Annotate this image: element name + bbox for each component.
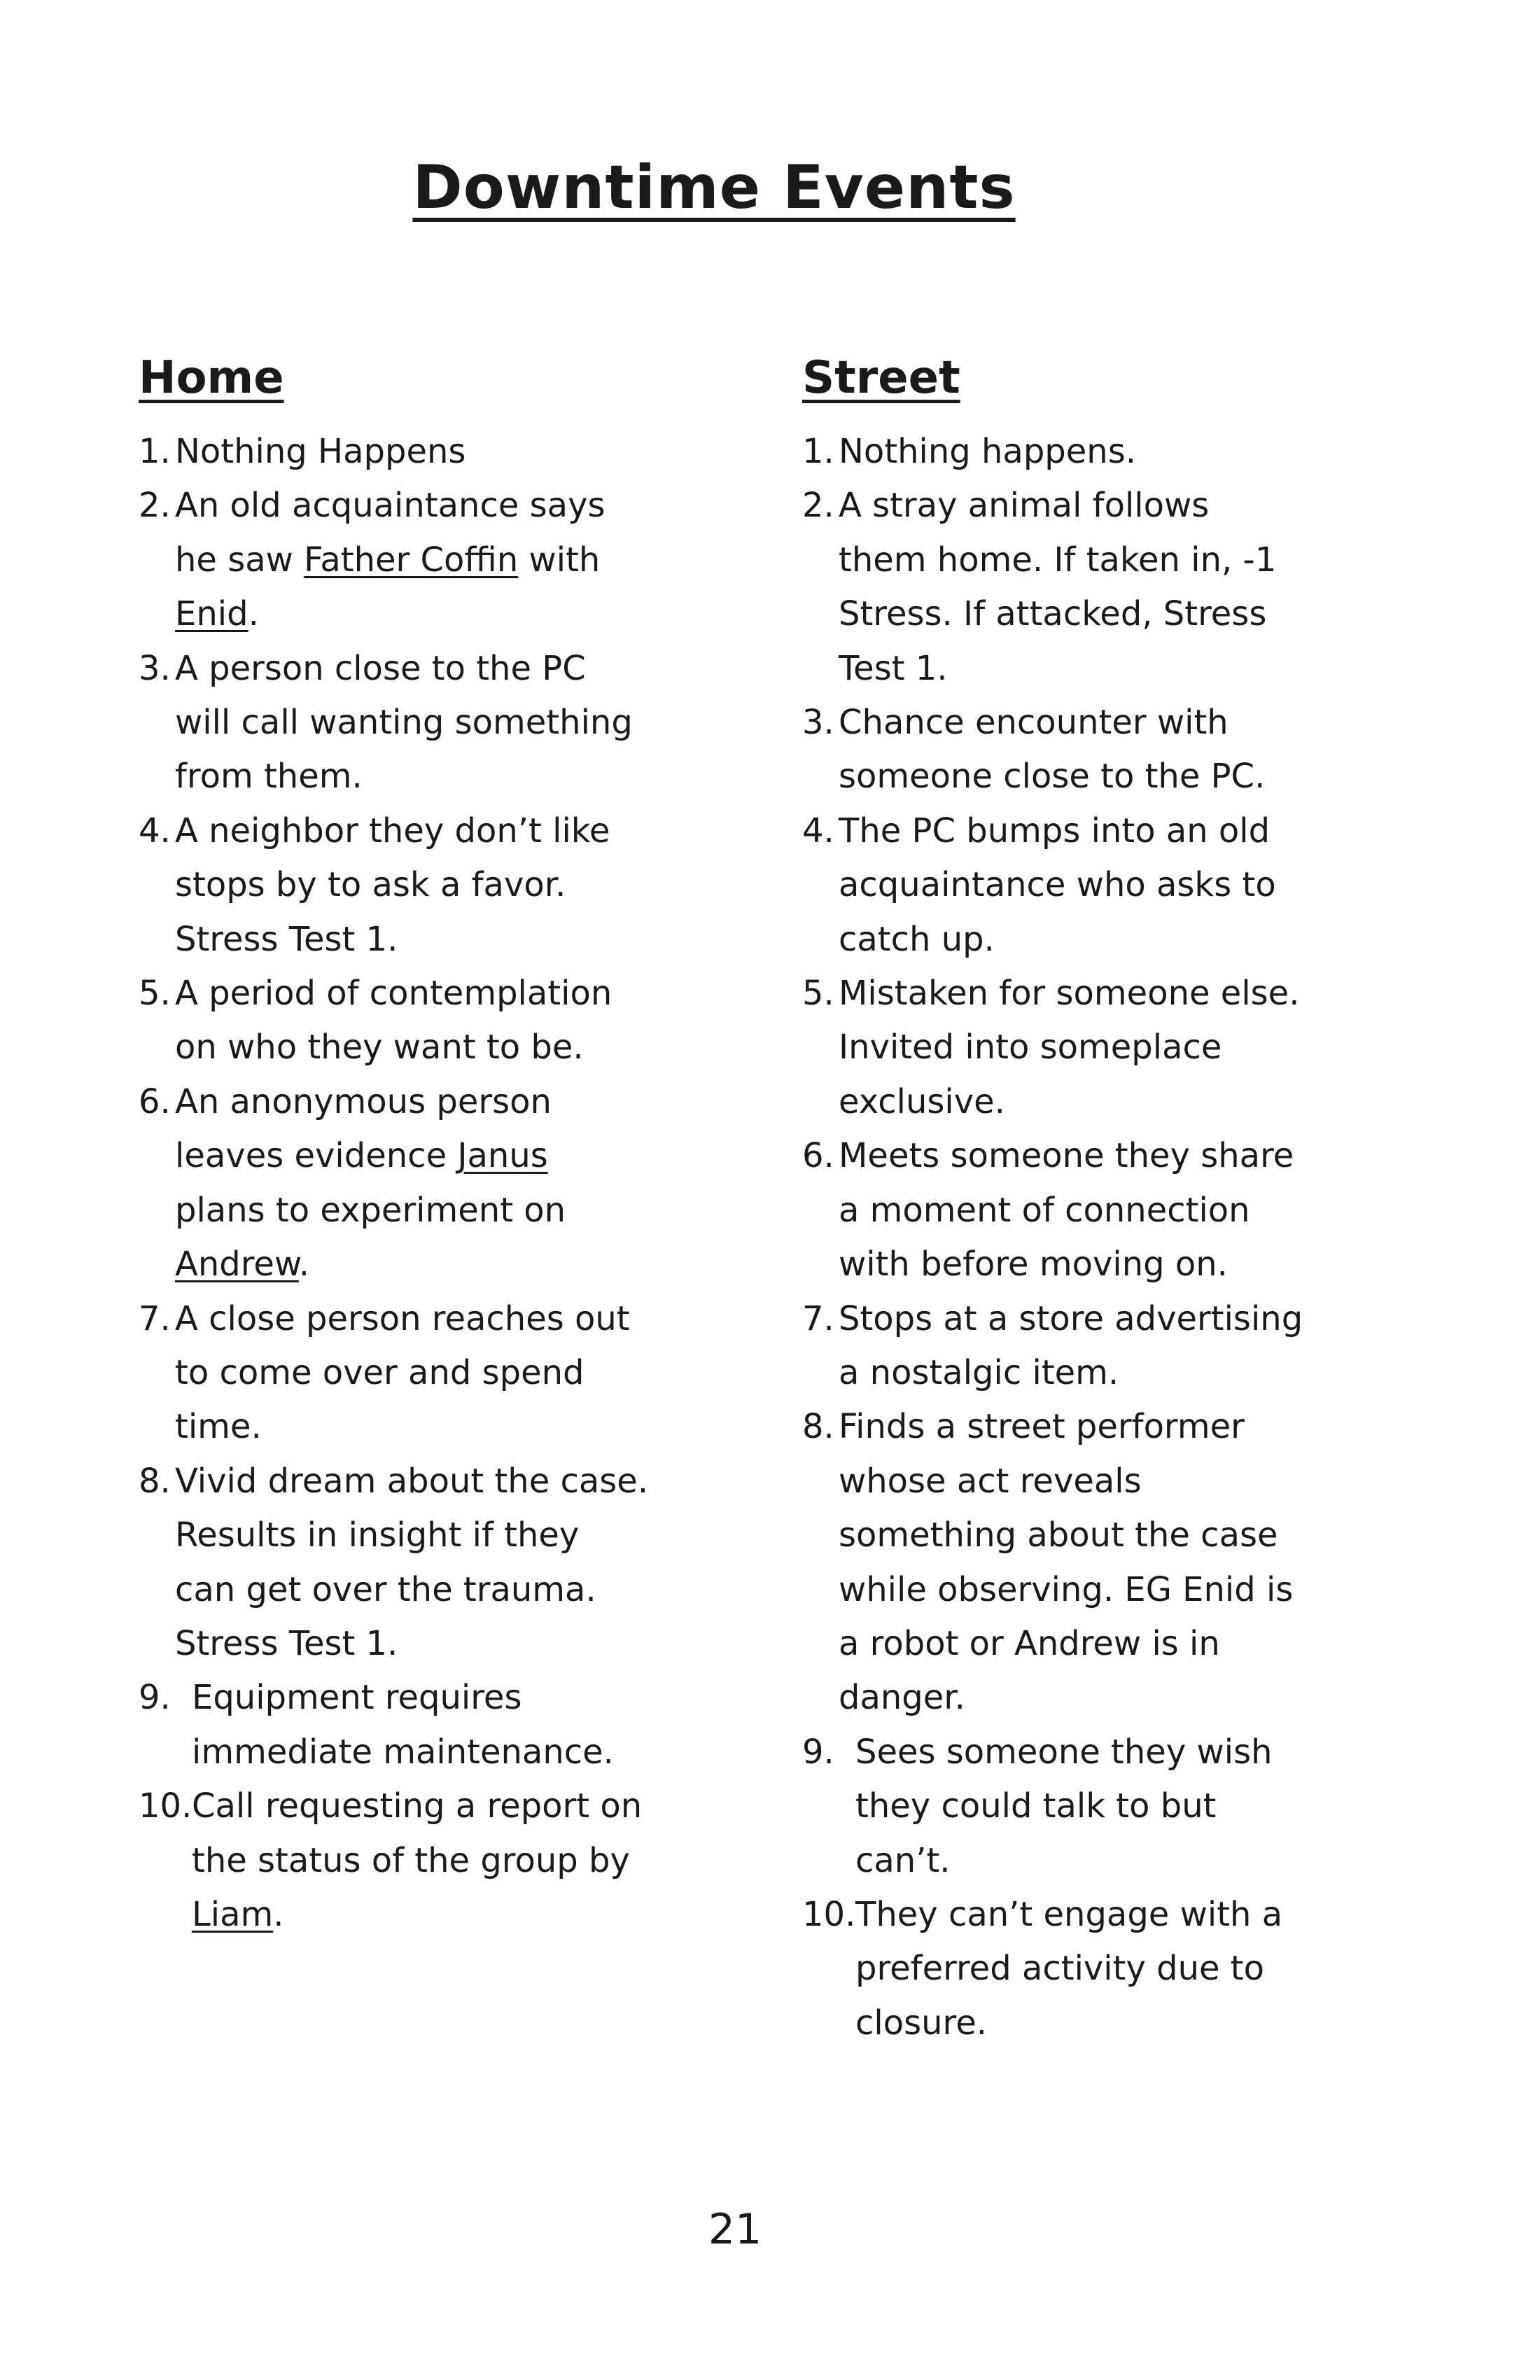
event-text: closure. <box>855 2003 987 2043</box>
home-event-10 <box>139 1779 671 1942</box>
event-text-line <box>175 533 671 587</box>
event-text: to come over and spend <box>175 1352 584 1392</box>
event-text: A neighbor they don’t like <box>175 811 610 850</box>
event-text: A close person reaches out <box>175 1298 630 1338</box>
event-number: 3. <box>802 703 834 743</box>
liam-link[interactable]: Liam <box>192 1894 274 1934</box>
event-number: 10. <box>802 1894 856 1934</box>
event-text: will call wanting something <box>175 703 633 743</box>
event-text: A period of contemplation <box>175 974 612 1014</box>
event-text: preferred activity due to <box>855 1949 1264 1989</box>
street-event-8 <box>802 1400 1334 1725</box>
event-number: 4. <box>802 811 834 850</box>
street-event-5 <box>802 967 1334 1129</box>
event-number: 2. <box>802 486 834 526</box>
street-column <box>802 346 1334 2050</box>
event-text: A stray animal follows <box>839 486 1210 526</box>
home-column <box>139 346 671 1942</box>
event-text: whose act reveals <box>839 1461 1142 1501</box>
event-number: 3. <box>139 648 171 688</box>
father-coffin-link[interactable]: Father Coffin <box>304 540 519 580</box>
event-text: Test 1. <box>839 648 948 688</box>
event-text-fragment: he saw <box>175 540 304 580</box>
event-number: 6. <box>802 1136 834 1176</box>
street-event-list <box>802 425 1334 2050</box>
street-event-9 <box>802 1726 1334 1888</box>
event-number: 10. <box>139 1786 192 1826</box>
event-text: Stops at a store advertising <box>839 1298 1303 1338</box>
event-text: a moment of connection <box>839 1190 1250 1230</box>
event-text: Stress. If attacked, Stress <box>839 594 1267 634</box>
event-text: An anonymous person <box>175 1082 552 1121</box>
event-text: They can’t engage with a <box>855 1894 1283 1934</box>
event-number: 1. <box>802 432 834 471</box>
event-text: can’t. <box>855 1840 951 1880</box>
home-event-list <box>139 425 671 1942</box>
event-text: someone close to the PC. <box>839 757 1266 797</box>
event-text: a robot or Andrew is in <box>839 1623 1220 1663</box>
street-heading: Street <box>802 352 960 404</box>
event-number: 8. <box>802 1407 834 1447</box>
event-number: 4. <box>139 811 171 850</box>
home-event-6 <box>139 1075 671 1292</box>
home-heading: Home <box>139 352 284 404</box>
event-text-fragment: . <box>298 1245 310 1284</box>
event-number: 7. <box>139 1298 171 1338</box>
event-text: time. <box>175 1407 262 1447</box>
event-text-fragment: . <box>248 594 259 634</box>
event-text-fragment: . <box>273 1894 284 1934</box>
home-event-5 <box>139 967 671 1075</box>
event-text: catch up. <box>839 919 995 959</box>
andrew-link[interactable]: Andrew <box>175 1245 299 1284</box>
event-text: Call requesting a report on <box>192 1786 643 1826</box>
event-text: Equipment requires <box>192 1678 522 1718</box>
street-event-10 <box>802 1888 1334 2050</box>
event-text: Meets someone they share <box>839 1136 1294 1176</box>
event-text: A person close to the PC <box>175 648 586 688</box>
event-text: can get over the trauma. <box>175 1569 596 1609</box>
event-text: acquaintance who asks to <box>839 865 1276 905</box>
event-text-fragment: with <box>518 540 601 580</box>
event-text: Invited into someplace <box>839 1028 1222 1068</box>
home-event-7 <box>139 1292 671 1455</box>
event-text: exclusive. <box>839 1082 1005 1121</box>
event-text: danger. <box>839 1678 965 1718</box>
event-text: Sees someone they wish <box>855 1732 1273 1772</box>
event-text-line <box>175 1129 671 1183</box>
event-text: Results in insight if they <box>175 1516 580 1555</box>
event-text: Vivid dream about the case. <box>175 1461 649 1501</box>
event-number: 7. <box>802 1298 834 1338</box>
page-number: 21 <box>708 2205 762 2254</box>
event-number: 6. <box>139 1082 171 1121</box>
street-event-2 <box>802 479 1334 696</box>
home-event-2 <box>139 479 671 641</box>
event-text: a nostalgic item. <box>839 1352 1119 1392</box>
event-text: Finds a street performer <box>839 1407 1245 1447</box>
event-text: plans to experiment on <box>175 1190 566 1230</box>
event-number: 5. <box>139 974 171 1014</box>
event-text: with before moving on. <box>839 1245 1228 1284</box>
home-event-3 <box>139 642 671 804</box>
street-event-6 <box>802 1129 1334 1292</box>
event-number: 9. <box>802 1732 834 1772</box>
event-text: they could talk to but <box>855 1786 1217 1826</box>
street-event-3 <box>802 696 1334 804</box>
event-text: Stress Test 1. <box>175 1623 398 1663</box>
event-text: An old acquaintance says <box>175 486 606 526</box>
event-text-line <box>192 1888 671 1942</box>
event-text: immediate maintenance. <box>192 1732 614 1772</box>
home-event-4 <box>139 804 671 967</box>
event-text: from them. <box>175 757 363 797</box>
event-text: stops by to ask a favor. <box>175 865 566 905</box>
page-title: Downtime Events <box>412 153 1016 223</box>
event-text: on who they want to be. <box>175 1028 584 1068</box>
event-text: Mistaken for someone else. <box>839 974 1300 1014</box>
event-text: while observing. EG Enid is <box>839 1569 1294 1609</box>
event-number: 1. <box>139 432 171 471</box>
street-event-7 <box>802 1292 1334 1401</box>
event-text-line <box>175 1238 671 1292</box>
home-event-8 <box>139 1455 671 1672</box>
event-text: something about the case <box>839 1516 1278 1555</box>
event-text: Stress Test 1. <box>175 919 398 959</box>
event-number: 9. <box>139 1678 171 1718</box>
event-text: Nothing happens. <box>839 432 1136 471</box>
event-number: 5. <box>802 974 834 1014</box>
enid-link[interactable]: Enid <box>175 594 248 634</box>
street-event-4 <box>802 804 1334 967</box>
event-text: The PC bumps into an old <box>839 811 1270 850</box>
event-text: Nothing Happens <box>175 432 466 471</box>
home-event-9 <box>139 1671 671 1779</box>
street-event-1 <box>802 425 1334 479</box>
janus-link[interactable]: Janus <box>457 1136 548 1176</box>
home-event-1 <box>139 425 671 479</box>
event-number: 2. <box>139 486 171 526</box>
event-number: 8. <box>139 1461 171 1501</box>
event-text-line <box>175 587 671 641</box>
event-text: the status of the group by <box>192 1840 630 1880</box>
event-text-fragment: leaves evidence <box>175 1136 458 1176</box>
event-text: Chance encounter with <box>839 703 1228 743</box>
event-text: them home. If taken in, -1 <box>839 540 1277 580</box>
